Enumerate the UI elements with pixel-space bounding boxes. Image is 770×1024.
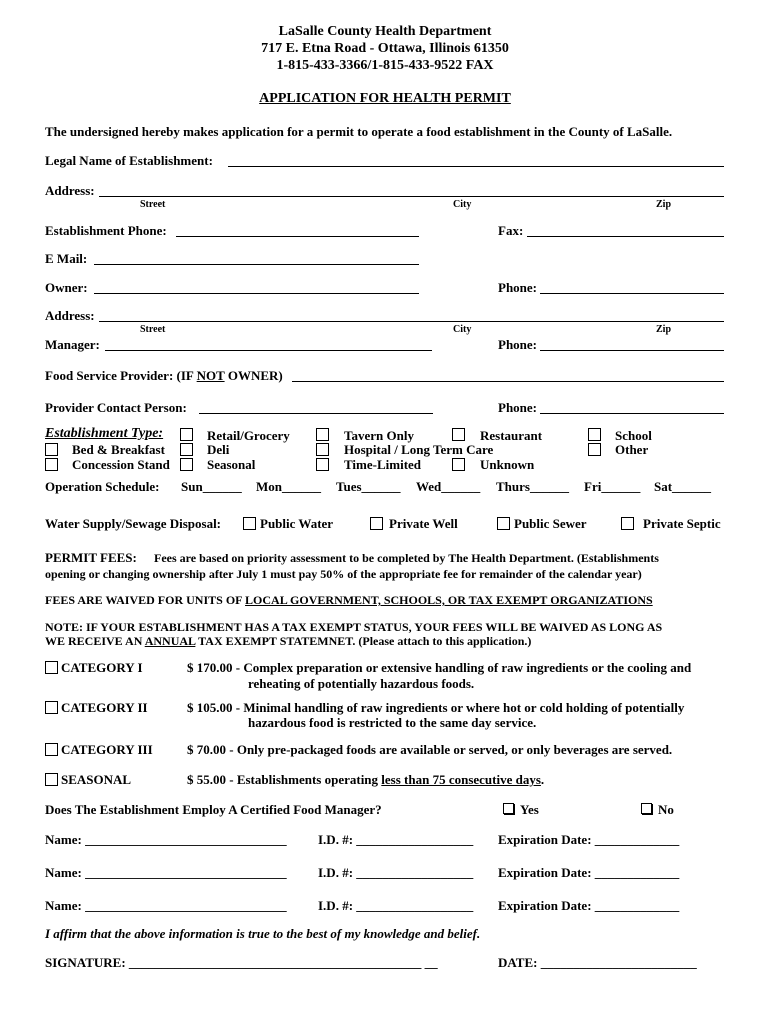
fax-label: Fax: [498,223,524,238]
option-hospital: Hospital / Long Term Care [344,442,494,457]
email-label: E Mail: [45,251,88,266]
seasonal-desc-post: . [540,772,545,787]
checkbox-concession-stand[interactable] [45,458,58,471]
manager-field[interactable] [105,350,432,351]
cert-id-1[interactable]: I.D. #: __________________ [318,832,474,847]
checkbox-no-icon [641,803,652,814]
cert-name-2[interactable]: Name: _______________________________ [45,865,287,880]
category-2-desc-1: $ 105.00 - Minimal handling of raw ingredients or where hot or cold holding of potentially [187,700,685,715]
schedule-label: Operation Schedule: [45,479,160,494]
provider-phone-label: Phone: [498,400,537,415]
schedule-mon[interactable]: Mon______ [256,479,321,494]
provider-label [45,368,283,384]
permit-fees-label: PERMIT FEES: [45,550,137,565]
category-2-name: CATEGORY II [61,700,148,715]
schedule-tues[interactable]: Tues______ [336,479,401,494]
checkbox-hospital[interactable] [316,443,329,456]
seasonal-desc-pre: $ 55.00 - Establishments operating [187,772,382,787]
org-phone-fax: 1-815-433-3366/1-815-433-9522 FAX [276,58,494,73]
schedule-thurs[interactable]: Thurs______ [496,479,569,494]
page-title: APPLICATION FOR HEALTH PERMIT [259,91,511,106]
checkbox-time-limited[interactable] [316,458,329,471]
street-caption: Street [140,199,166,210]
water-label: Water Supply/Sewage Disposal: [45,516,222,531]
cert-id-2[interactable]: I.D. #: __________________ [318,865,474,880]
note-annual: ANNUAL [144,634,196,648]
zip-caption: Zip [656,199,672,210]
legal-name-field[interactable] [228,166,724,167]
checkbox-category-2[interactable] [45,701,58,714]
category-1-name: CATEGORY I [61,660,143,675]
checkbox-public-water[interactable] [243,517,256,530]
checkbox-restaurant[interactable] [452,428,465,441]
yes-label: Yes [520,802,539,817]
category-1-desc-1: $ 170.00 - Complex preparation or extensive handling of raw ingredients or the cooling and [187,660,692,675]
owner-label: Owner: [45,280,88,295]
option-private-septic: Private Septic [643,516,721,531]
org-address: 717 E. Etna Road - Ottawa, Illinois 61350 [261,41,509,56]
checkbox-public-sewer[interactable] [497,517,510,530]
checkbox-category-1[interactable] [45,661,58,674]
option-public-water: Public Water [260,516,334,531]
checkbox-tavern-only[interactable] [316,428,329,441]
checkbox-private-well[interactable] [370,517,383,530]
manager-phone-label: Phone: [498,337,537,352]
legal-name-label: Legal Name of Establishment: [45,153,213,168]
option-bed-breakfast: Bed & Breakfast [72,442,165,457]
cert-exp-3[interactable]: Expiration Date: _____________ [498,898,680,913]
option-public-sewer: Public Sewer [514,516,587,531]
checkbox-unknown[interactable] [452,458,465,471]
zip-caption-2: Zip [656,324,672,335]
fees-waived-orgs: LOCAL GOVERNMENT, SCHOOLS, OR TAX EXEMPT ORGANIZATIONS [245,593,653,607]
est-phone-field[interactable] [176,236,419,237]
provider-contact-label: Provider Contact Person: [45,400,187,415]
fees-waived [45,593,653,608]
checkbox-yes-icon [503,803,514,814]
checkbox-seasonal[interactable] [45,773,58,786]
checkbox-category-3[interactable] [45,743,58,756]
provider-field[interactable] [292,381,724,382]
permit-fees-text-1: Fees are based on priority assessment to be completed by The Health Department. (Establishments [154,551,659,565]
email-field[interactable] [94,264,419,265]
cert-exp-1[interactable]: Expiration Date: _____________ [498,832,680,847]
cert-id-3[interactable]: I.D. #: __________________ [318,898,474,913]
manager-phone-field[interactable] [540,350,724,351]
cert-name-3[interactable]: Name: _______________________________ [45,898,287,913]
owner-phone-label: Phone: [498,280,537,295]
checkbox-retail-grocery[interactable] [180,428,193,441]
schedule-fri[interactable]: Fri______ [584,479,641,494]
seasonal-desc [187,772,544,788]
note-line-1: NOTE: IF YOUR ESTABLISHMENT HAS A TAX EXEMPT STATUS, YOUR FEES WILL BE WAIVED AS LONG AS [45,620,663,634]
option-deli: Deli [207,442,230,457]
no-label: No [658,802,674,817]
option-time-limited: Time-Limited [344,457,422,472]
seasonal-desc-days: less than 75 consecutive days [381,772,541,787]
note-line-2-pre: WE RECEIVE AN [45,634,145,648]
checkbox-seasonal-type[interactable] [180,458,193,471]
address-field[interactable] [99,196,724,197]
option-tavern-only: Tavern Only [344,428,414,443]
permit-fees-text-2: opening or changing ownership after July 1 must pay 50% of the appropriate fee for remainder of the calendar year) [45,567,642,581]
city-caption: City [453,199,472,210]
checkbox-other[interactable] [588,443,601,456]
owner-address-label: Address: [45,308,95,323]
intro-text: The undersigned hereby makes application for a permit to operate a food establishment in the County of LaSalle. [45,124,673,139]
checkbox-school[interactable] [588,428,601,441]
provider-phone-field[interactable] [540,413,724,414]
option-unknown: Unknown [480,457,535,472]
owner-field[interactable] [94,293,419,294]
provider-label-not: NOT [196,368,225,383]
option-retail-grocery: Retail/Grocery [207,428,290,443]
provider-label-post: OWNER) [224,368,283,383]
cert-exp-2[interactable]: Expiration Date: _____________ [498,865,680,880]
checkbox-private-septic[interactable] [621,517,634,530]
org-name: LaSalle County Health Department [278,24,492,39]
city-caption-2: City [453,324,472,335]
manager-question: Does The Establishment Employ A Certified Food Manager? [45,802,382,817]
address-label: Address: [45,183,95,198]
seasonal-name: SEASONAL [61,772,132,787]
fax-field[interactable] [527,236,724,237]
category-1-desc-2: reheating of potentially hazardous foods. [248,676,475,691]
checkbox-deli[interactable] [180,443,193,456]
provider-label-pre: Food Service Provider: (IF [45,368,197,383]
est-phone-label: Establishment Phone: [45,223,167,238]
note-line-2-post: TAX EXEMPT STATEMNET. (Please attach to this application.) [195,634,532,648]
date-field[interactable]: DATE: ________________________ [498,955,697,970]
cert-name-1[interactable]: Name: _______________________________ [45,832,287,847]
option-concession-stand: Concession Stand [72,457,170,472]
option-other: Other [615,442,649,457]
checkbox-bed-breakfast[interactable] [45,443,58,456]
yes-option[interactable] [503,802,539,818]
fees-waived-pre: FEES ARE WAIVED FOR UNITS OF [45,593,246,607]
option-school: School [615,428,652,443]
provider-contact-field[interactable] [199,413,433,414]
owner-phone-field[interactable] [540,293,724,294]
manager-label: Manager: [45,337,100,352]
street-caption-2: Street [140,324,166,335]
option-private-well: Private Well [389,516,458,531]
establishment-type-label: Establishment Type: [45,426,164,441]
schedule-sun[interactable]: Sun______ [181,479,242,494]
option-seasonal: Seasonal [207,457,256,472]
affirmation-text: I affirm that the above information is true to the best of my knowledge and belief. [45,926,481,941]
owner-address-field[interactable] [99,321,724,322]
category-3-name: CATEGORY III [61,742,153,757]
schedule-sat[interactable]: Sat______ [654,479,712,494]
schedule-wed[interactable]: Wed______ [416,479,481,494]
option-restaurant: Restaurant [480,428,543,443]
category-3-desc-1: $ 70.00 - Only pre-packaged foods are available or served, or only beverages are served. [187,742,673,757]
no-option[interactable] [641,802,674,818]
signature-field[interactable]: SIGNATURE: _____________________________________________ __ [45,955,438,970]
note-line-2 [45,634,531,649]
category-2-desc-2: hazardous food is restricted to the same day service. [248,715,537,730]
